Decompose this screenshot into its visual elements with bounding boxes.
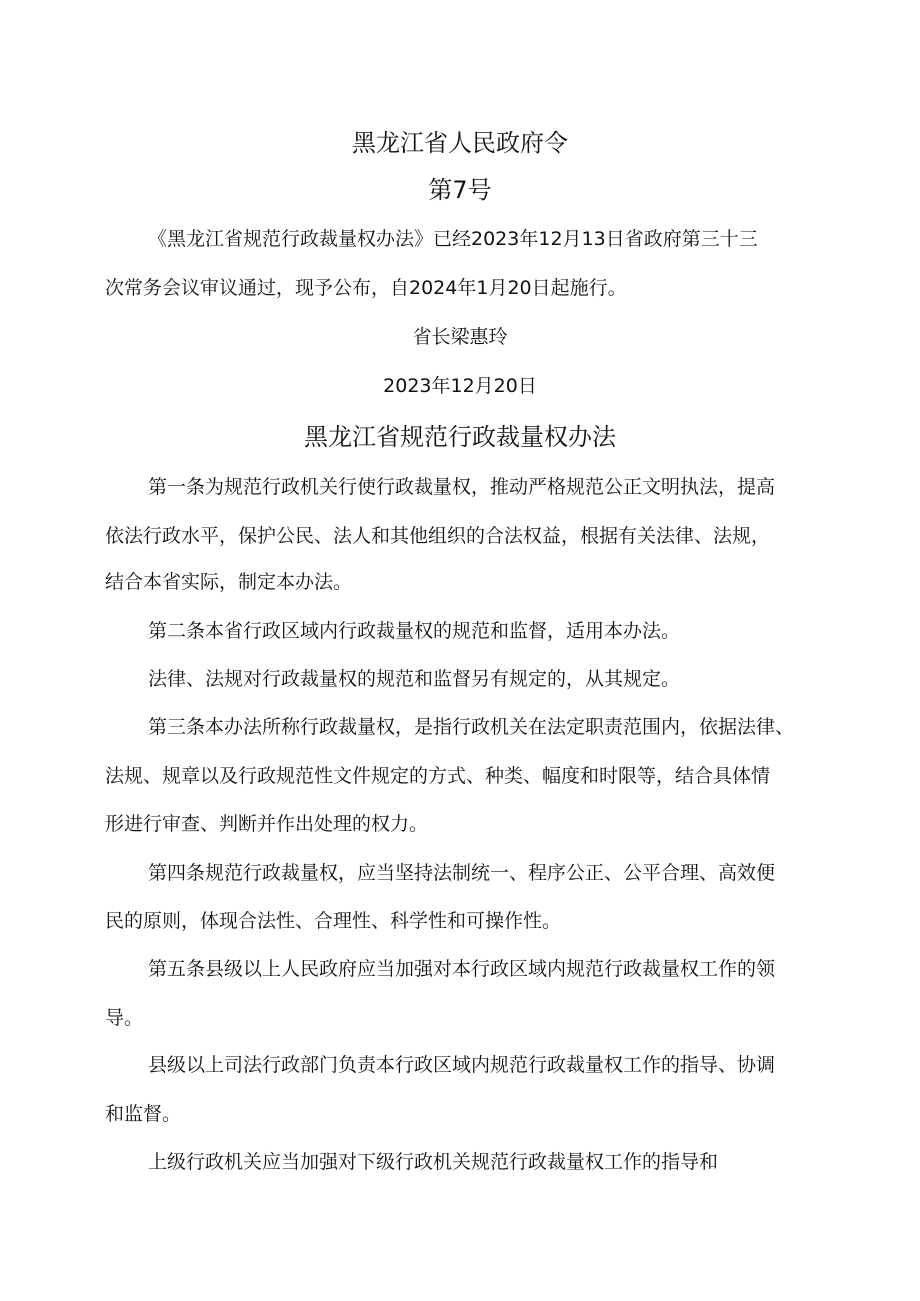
article-4-line-1: 第四条规范行政裁量权，应当坚持法制统一、程序公正、公平合理、高效便 bbox=[148, 862, 776, 884]
article-5-paragraph-2-line-1: 县级以上司法行政部门负责本行政区域内规范行政裁量权工作的指导、协调 bbox=[148, 1054, 776, 1076]
article-3-line-3: 形进行审查、判断并作出处理的权力。 bbox=[105, 813, 429, 835]
order-number: 第7号 bbox=[428, 176, 492, 204]
article-2-line-1: 第二条本省行政区域内行政裁量权的规范和监督，适用本办法。 bbox=[148, 620, 681, 642]
article-2-paragraph-2: 法律、法规对行政裁量权的规范和监督另有规定的，从其规定。 bbox=[148, 668, 681, 690]
article-1-line-2: 依法行政水平，保护公民、法人和其他组织的合法权益，根据有关法律、法规， bbox=[105, 525, 771, 547]
order-intro-line-2: 次常务会议审议通过，现予公布，自2024年1月20日起施行。 bbox=[105, 277, 627, 299]
article-5-paragraph-2-line-2: 和监督。 bbox=[105, 1103, 182, 1125]
article-3-line-2: 法规、规章以及行政规范性文件规定的方式、种类、幅度和时限等，结合具体情 bbox=[105, 765, 771, 787]
order-intro-line-1: 《黑龙江省规范行政裁量权办法》已经2023年12月13日省政府第三十三 bbox=[148, 228, 758, 250]
signature: 省长梁惠玲 bbox=[412, 326, 508, 348]
article-5-line-1: 第五条县级以上人民政府应当加强对本行政区域内规范行政裁量权工作的领 bbox=[148, 958, 776, 980]
article-4-line-2: 民的原则，体现合法性、合理性、科学性和可操作性。 bbox=[105, 910, 562, 932]
regulation-title: 黑龙江省规范行政裁量权办法 bbox=[304, 423, 616, 451]
article-3-line-1: 第三条本办法所称行政裁量权，是指行政机关在法定职责范围内，依据法律、 bbox=[148, 716, 795, 738]
article-5-line-2: 导。 bbox=[105, 1007, 144, 1029]
document-title: 黑龙江省人民政府令 bbox=[352, 129, 568, 157]
article-1-line-3: 结合本省实际，制定本办法。 bbox=[105, 571, 353, 593]
article-1-line-1: 第一条为规范行政机关行使行政裁量权，推动严格规范公正文明执法，提高 bbox=[148, 476, 776, 498]
article-5-paragraph-3-line-1: 上级行政机关应当加强对下级行政机关规范行政裁量权工作的指导和 bbox=[148, 1151, 719, 1173]
issue-date: 2023年12月20日 bbox=[383, 375, 537, 397]
